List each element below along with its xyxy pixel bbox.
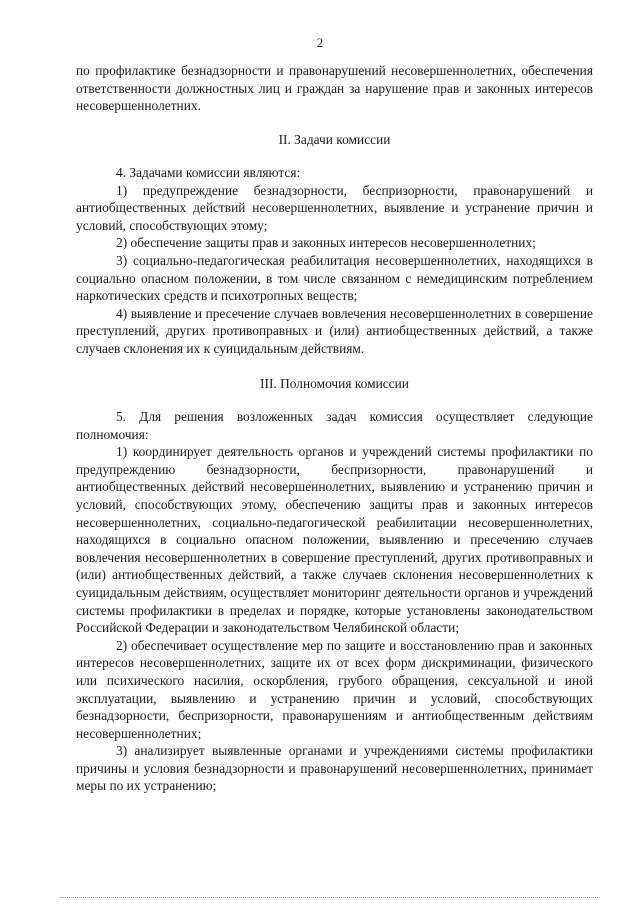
section-3-heading: III. Полномочия комиссии [260, 376, 409, 391]
section-2-heading-block [76, 131, 593, 149]
section-3-item: 3) анализирует выявленные органами и учреждениями системы профилактики причины и условия безнадзорности и правонарушений несовершеннолетних, принимает меры по их устранению; [76, 743, 593, 794]
section-2-item: 1) предупреждение безнадзорности, беспризорности, правонарушений и антиобщественных действий несовершеннолетних, выявление и устранение причин и условий, способствующих этому; [76, 182, 593, 233]
section-3-item: 2) обеспечивает осуществление мер по защите и восстановлению прав и законных интересов несовершеннолетних, защите их от всех форм дискриминации, физического или психического насилия, оскорбления, грубого обращения, сексуальной и иной эксплуатации, выявлению и устранению причин и условий, способствующих безнадзорности, беспризорности, правонарушениям и антиобщественным действиям несовершеннолетних; [76, 637, 593, 741]
section-2-heading: II. Задачи комиссии [278, 132, 391, 147]
section-3-item: 1) координирует деятельность органов и учреждений системы профилактики по предупреждению безнадзорности, беспризорности, правонарушений и антиобщественных действий несовершеннолетних, выявлению и устранению причин и условий, способствующих этому, обеспечению защиты прав и законных интересов несовершеннолетних, социально-педагогической реабилитации несовершеннолетних, находящихся в социально опасном положении, выявлению и пресечению случаев вовлечения несовершеннолетних в совершение преступлений, других противоправных и (или) антиобщественных действий, а также случаев склонения несовершеннолетних к суицидальным действиям, осуществляет мониторинг деятельности органов и учреждений системы профилактики в пределах и порядке, которые установлены законодательством Российской Федерации и законодательством Челябинской области; [76, 444, 593, 636]
section-2-body [76, 164, 593, 358]
page-number: 2 [316, 35, 324, 50]
section-3-heading-block [76, 375, 593, 393]
intro-block [76, 62, 593, 115]
section-2-item: 4) выявление и пресечение случаев вовлечения несовершеннолетних в совершение преступлений, других противоправных и (или) антиобщественных действий, а также случаев склонения их к суицидальным действиям. [76, 305, 593, 356]
intro-paragraph: по профилактике безнадзорности и правонарушений несовершеннолетних, обеспечения ответственности должностных лиц и граждан за нарушение прав и законных интересов несовершеннолетних. [76, 63, 593, 114]
section-2-lead: 4. Задачами комиссии являются: [116, 165, 301, 180]
section-2-item: 3) социально-педагогическая реабилитация несовершеннолетних, находящихся в социально опасном положении, в том числе связанном с немедицинским потреблением наркотических средств и психотропных веществ; [76, 252, 593, 304]
section-3-lead: 5. Для решения возложенных задач комиссия осуществляет следующие полномочия: [76, 409, 593, 442]
section-3-body [76, 408, 593, 795]
section-2-item: 2) обеспечение защиты прав и законных интересов несовершеннолетних; [116, 235, 536, 251]
scan-bottom-edge [60, 897, 600, 898]
